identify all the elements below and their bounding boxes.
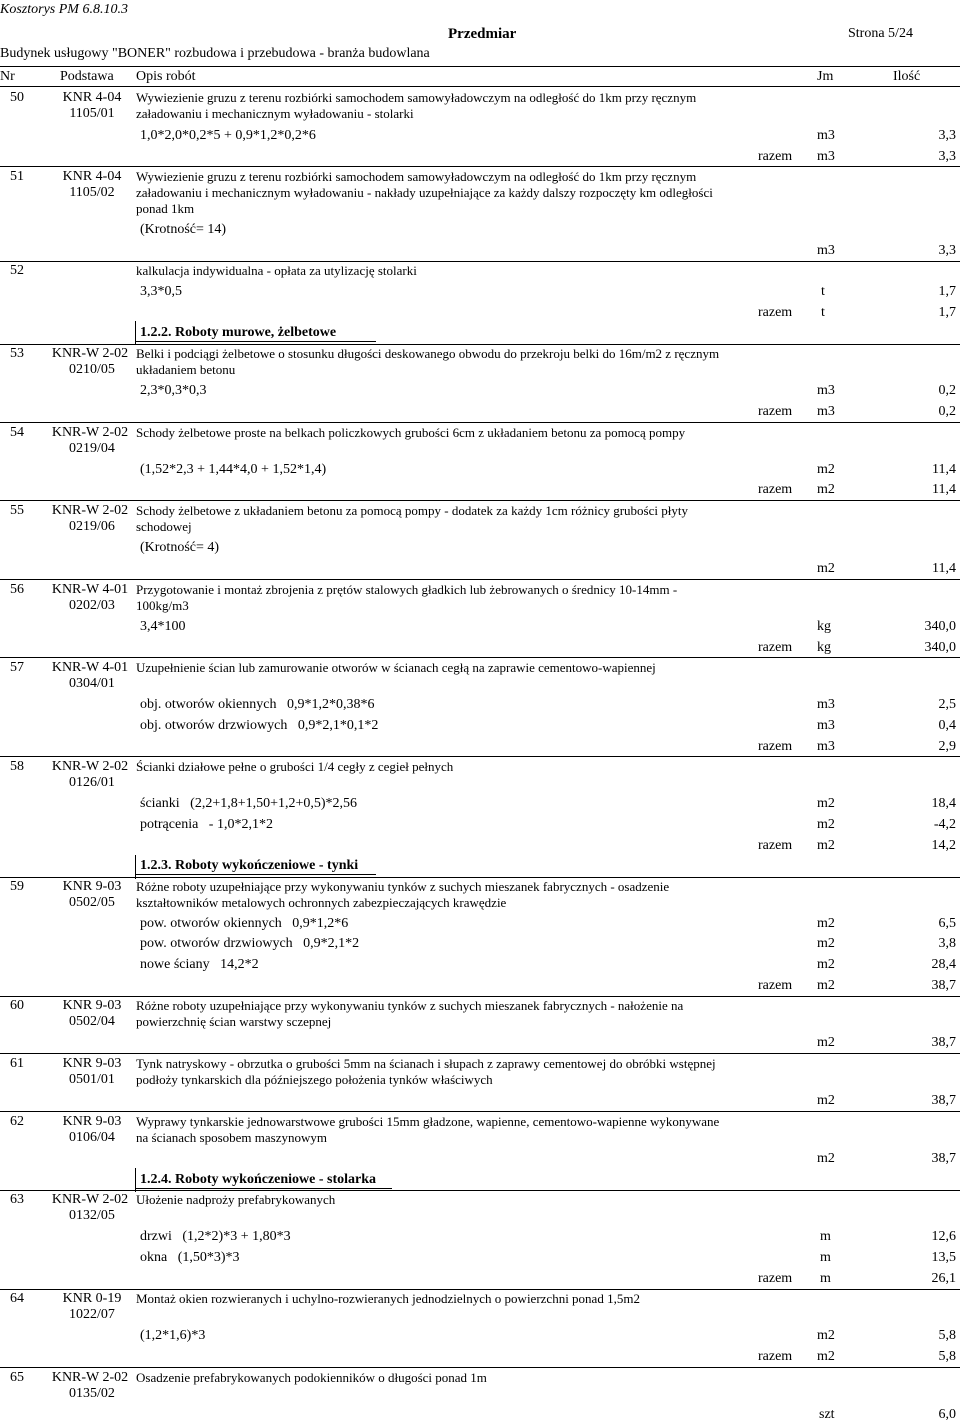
row-separator [0, 1111, 960, 1112]
razem-label: razem [758, 1349, 793, 1364]
item-basis-number: 0135/02 [69, 1386, 115, 1401]
item-basis-code: KNR-W 2-02 [51, 1370, 129, 1385]
razem-label: razem [758, 404, 793, 419]
item-unit: m2 [817, 462, 835, 477]
item-nr: 62 [10, 1114, 24, 1129]
item-formula: ścianki (2,2+1,8+1,50+1,2+0,5)*2,56 [140, 796, 358, 811]
item-nr: 52 [10, 263, 24, 278]
item-unit: m2 [817, 561, 835, 576]
item-basis-number: 0132/05 [69, 1208, 115, 1223]
item-description: Wywiezienie gruzu z terenu rozbiórki samochodem samowyładowczym na odległość do 1km przy ręcznym [136, 90, 697, 105]
header-bottom-rule [0, 86, 960, 87]
item-nr: 55 [10, 503, 24, 518]
item-quantity: 38,7 [931, 1035, 956, 1050]
item-quantity: 2,5 [938, 697, 956, 712]
item-description: schodowej [136, 519, 192, 534]
item-unit: m3 [817, 383, 835, 398]
item-unit: m2 [817, 1328, 835, 1343]
item-multiplier: (Krotność= 14) [140, 222, 227, 237]
item-description: Schody żelbetowe proste na belkach policzkowych grubości 6cm z układaniem betonu za pomocą pompy [136, 425, 686, 440]
column-header-jm: Jm [817, 69, 834, 84]
item-formula: potrącenia - 1,0*2,1*2 [140, 817, 273, 832]
item-basis-code: KNR 9-03 [62, 1114, 122, 1129]
razem-quantity: 340,0 [924, 640, 956, 655]
item-description: Uzupełnienie ścian lub zamurowanie otworów w ścianach cegłą na zaprawie cementowo-wapiennej [136, 660, 656, 675]
item-formula: 1,0*2,0*0,2*5 + 0,9*1,2*0,2*6 [140, 128, 316, 143]
item-unit: m2 [817, 936, 835, 951]
item-quantity: 0,4 [938, 718, 956, 733]
item-nr: 56 [10, 582, 24, 597]
row-separator [0, 657, 960, 658]
item-formula: drzwi (1,2*2)*3 + 1,80*3 [140, 1229, 291, 1244]
column-header-podstawa: Podstawa [60, 69, 114, 84]
item-formula: obj. otworów drzwiowych 0,9*2,1*0,1*2 [140, 718, 379, 733]
row-separator [0, 1367, 960, 1368]
item-basis-number: 0219/04 [69, 441, 115, 456]
item-description: Wywiezienie gruzu z terenu rozbiórki samochodem samowyładowczym na odległość do 1km przy ręcznym [136, 169, 697, 184]
item-nr: 51 [10, 169, 24, 184]
item-description: układaniem betonu [136, 362, 236, 377]
row-separator [0, 1053, 960, 1054]
razem-quantity: 2,9 [938, 739, 956, 754]
item-quantity: 3,3 [938, 243, 956, 258]
item-quantity: 38,7 [931, 1151, 956, 1166]
item-nr: 64 [10, 1291, 24, 1306]
item-nr: 65 [10, 1370, 24, 1385]
item-basis-code: KNR-W 2-02 [51, 759, 129, 774]
item-formula: pow. otworów drzwiowych 0,9*2,1*2 [140, 936, 360, 951]
item-quantity: 13,5 [931, 1250, 956, 1265]
razem-label: razem [758, 149, 793, 164]
row-separator [0, 1190, 960, 1191]
item-unit: m2 [817, 1093, 835, 1108]
razem-quantity: 1,7 [938, 305, 956, 320]
item-multiplier: (Krotność= 4) [140, 540, 220, 555]
header-top-rule [0, 66, 960, 67]
item-unit: m3 [817, 243, 835, 258]
item-formula: (1,52*2,3 + 1,44*4,0 + 1,52*1,4) [140, 462, 327, 477]
item-basis-code: KNR-W 2-02 [51, 425, 129, 440]
item-quantity: 3,8 [938, 936, 956, 951]
row-separator [0, 756, 960, 757]
razem-unit: m2 [817, 482, 835, 497]
item-basis-number: 1022/07 [69, 1307, 115, 1322]
item-basis-code: KNR 0-19 [62, 1291, 122, 1306]
item-description: Ścianki działowe pełne o grubości 1/4 cegły z cegieł pełnych [136, 759, 454, 774]
item-quantity: 1,7 [938, 284, 956, 299]
item-basis-code: KNR 9-03 [62, 1056, 122, 1071]
item-basis-number: 0126/01 [69, 775, 115, 790]
razem-quantity: 5,8 [938, 1349, 956, 1364]
razem-quantity: 26,1 [931, 1271, 956, 1286]
item-unit: m2 [817, 916, 835, 931]
item-unit: m2 [817, 1151, 835, 1166]
razem-unit: m3 [817, 149, 835, 164]
item-basis-code: KNR-W 2-02 [51, 1192, 129, 1207]
item-quantity: 6,5 [938, 916, 956, 931]
item-nr: 61 [10, 1056, 24, 1071]
section-tick [135, 855, 136, 879]
item-basis-code: KNR 9-03 [62, 879, 122, 894]
razem-unit: m2 [817, 838, 835, 853]
row-separator [0, 166, 960, 167]
item-unit: m [820, 1229, 831, 1244]
item-unit: m2 [817, 796, 835, 811]
razem-quantity: 38,7 [931, 978, 956, 993]
row-separator [0, 344, 960, 345]
column-header-nr: Nr [0, 69, 15, 84]
row-separator [0, 422, 960, 423]
project-title: Budynek usługowy "BONER" rozbudowa i przebudowa - branża budowlana [0, 46, 430, 61]
item-description: kształtowników metalowych ochronnych zabezpieczających krawędzie [136, 895, 507, 910]
item-nr: 57 [10, 660, 24, 675]
item-nr: 53 [10, 346, 24, 361]
section-rule [136, 874, 376, 875]
row-separator [0, 579, 960, 580]
item-basis-number: 0501/01 [69, 1072, 115, 1087]
item-description: załadowaniu i mechanicznym wyładowaniu - stolarki [136, 106, 414, 121]
razem-unit: m2 [817, 978, 835, 993]
item-formula: obj. otworów okiennych 0,9*1,2*0,38*6 [140, 697, 375, 712]
item-unit: m3 [817, 718, 835, 733]
item-description: Osadzenie prefabrykowanych podokienników o długości ponad 1m [136, 1370, 487, 1385]
section-heading: 1.2.4. Roboty wykończeniowe - stolarka [140, 1172, 377, 1187]
item-quantity: 18,4 [931, 796, 956, 811]
item-quantity: 340,0 [924, 619, 956, 634]
razem-label: razem [758, 640, 793, 655]
razem-quantity: 14,2 [931, 838, 956, 853]
razem-quantity: 11,4 [932, 482, 956, 497]
item-unit: m3 [817, 697, 835, 712]
item-formula: 2,3*0,3*0,3 [140, 383, 207, 398]
item-unit: m2 [817, 817, 835, 832]
item-formula: 3,4*100 [140, 619, 186, 634]
item-unit: t [821, 284, 825, 299]
item-nr: 50 [10, 90, 24, 105]
item-description: Wyprawy tynkarskie jednowarstwowe grubości 15mm gładzone, wapienne, cementowo-wapienne wykonywane [136, 1114, 720, 1129]
item-quantity: 3,3 [938, 128, 956, 143]
item-formula: 3,3*0,5 [140, 284, 182, 299]
item-unit: m [820, 1250, 831, 1265]
row-separator [0, 261, 960, 262]
page-number: Strona 5/24 [848, 26, 913, 41]
item-quantity: 12,6 [931, 1229, 956, 1244]
item-basis-number: 1105/02 [69, 185, 115, 200]
item-basis-code: KNR 4-04 [62, 90, 122, 105]
section-heading: 1.2.3. Roboty wykończeniowe - tynki [140, 858, 359, 873]
row-separator [0, 500, 960, 501]
item-description: załadowaniu i mechanicznym wyładowaniu - nakłady uzupełniające za każdy dalszy rozpoczęty km odległości [136, 185, 713, 200]
razem-label: razem [758, 482, 793, 497]
item-description: powierzchnię ścian warstwy sczepnej [136, 1014, 332, 1029]
item-quantity: -4,2 [933, 817, 956, 832]
razem-label: razem [758, 978, 793, 993]
item-basis-number: 1105/01 [69, 106, 115, 121]
section-tick [135, 1168, 136, 1192]
item-basis-code: KNR-W 4-01 [51, 660, 129, 675]
item-formula: nowe ściany 14,2*2 [140, 957, 259, 972]
item-unit: m2 [817, 1035, 835, 1050]
item-nr: 63 [10, 1192, 24, 1207]
item-basis-number: 0502/05 [69, 895, 115, 910]
item-basis-number: 0210/05 [69, 362, 115, 377]
item-unit: szt [819, 1407, 835, 1422]
item-nr: 54 [10, 425, 24, 440]
item-description: 100kg/m3 [136, 598, 189, 613]
item-description: Przygotowanie i montaż zbrojenia z prętów stalowych gładkich lub żebrowanych o średnicy 10-14mm - [136, 582, 678, 597]
razem-unit: m [820, 1271, 831, 1286]
item-basis-number: 0219/06 [69, 519, 115, 534]
column-header-opis: Opis robót [136, 69, 196, 84]
item-description: Tynk natryskowy - obrzutka o grubości 5mm na ścianach i słupach z zaprawy cementowej do obróbki wstępnej [136, 1056, 716, 1071]
razem-label: razem [758, 739, 793, 754]
item-formula: (1,2*1,6)*3 [140, 1328, 206, 1343]
item-basis-code: KNR 4-04 [62, 169, 122, 184]
razem-label: razem [758, 305, 793, 320]
item-basis-number: 0106/04 [69, 1130, 115, 1145]
item-basis-number: 0202/03 [69, 598, 115, 613]
app-title: Kosztorys PM 6.8.10.3 [0, 2, 128, 17]
item-description: Schody żelbetowe z układaniem betonu za pomocą pompy - dodatek za każdy 1cm różnicy grubości płyty [136, 503, 688, 518]
item-nr: 60 [10, 998, 24, 1013]
item-description: Belki i podciągi żelbetowe o stosunku długości deskowanego obwodu do przekroju belki do 16m/m2 z ręcznym [136, 346, 720, 361]
item-description: Ułożenie nadproży prefabrykowanych [136, 1192, 336, 1207]
section-tick [135, 321, 136, 345]
item-basis-number: 0502/04 [69, 1014, 115, 1029]
section-rule [136, 1188, 392, 1189]
razem-unit: m3 [817, 739, 835, 754]
item-unit: m2 [817, 957, 835, 972]
razem-label: razem [758, 1271, 793, 1286]
item-description: podłoży tynkarskich dla późniejszego położenia tynków właściwych [136, 1072, 493, 1087]
item-nr: 58 [10, 759, 24, 774]
item-quantity: 11,4 [932, 561, 956, 576]
item-basis-code: KNR 9-03 [62, 998, 122, 1013]
item-description: Różne roboty uzupełniające przy wykonywaniu tynków z suchych mieszanek fabrycznych - osadzenie [136, 879, 670, 894]
item-quantity: 0,2 [938, 383, 956, 398]
item-formula: pow. otworów okiennych 0,9*1,2*6 [140, 916, 349, 931]
column-header-ilosc: Ilość [893, 69, 921, 84]
item-quantity: 11,4 [932, 462, 956, 477]
item-basis-number: 0304/01 [69, 676, 115, 691]
item-description: kalkulacja indywidualna - opłata za utylizację stolarki [136, 263, 417, 278]
item-quantity: 28,4 [931, 957, 956, 972]
razem-unit: m2 [817, 1349, 835, 1364]
document-title: Przedmiar [448, 26, 517, 42]
razem-unit: m3 [817, 404, 835, 419]
item-formula: okna (1,50*3)*3 [140, 1250, 240, 1265]
section-heading: 1.2.2. Roboty murowe, żelbetowe [140, 325, 337, 340]
item-unit: kg [817, 619, 831, 634]
item-description: Montaż okien rozwieranych i uchylno-rozwieranych jednodzielnych o powierzchni ponad 1,5m2 [136, 1291, 640, 1306]
item-quantity: 38,7 [931, 1093, 956, 1108]
item-quantity: 6,0 [938, 1407, 956, 1422]
razem-label: razem [758, 838, 793, 853]
item-basis-code: KNR-W 4-01 [51, 582, 129, 597]
razem-quantity: 0,2 [938, 404, 956, 419]
razem-unit: t [821, 305, 825, 320]
razem-quantity: 3,3 [938, 149, 956, 164]
item-description: na ścianach sposobem maszynowym [136, 1130, 327, 1145]
item-basis-code: KNR-W 2-02 [51, 346, 129, 361]
item-unit: m3 [817, 128, 835, 143]
item-description: ponad 1km [136, 201, 195, 216]
item-description: Różne roboty uzupełniające przy wykonywaniu tynków z suchych mieszanek fabrycznych - nałożenie na [136, 998, 684, 1013]
row-separator [0, 1289, 960, 1290]
section-rule [136, 341, 376, 342]
razem-unit: kg [817, 640, 831, 655]
item-basis-code: KNR-W 2-02 [51, 503, 129, 518]
row-separator [0, 996, 960, 997]
row-separator [0, 877, 960, 878]
item-nr: 59 [10, 879, 24, 894]
item-quantity: 5,8 [938, 1328, 956, 1343]
